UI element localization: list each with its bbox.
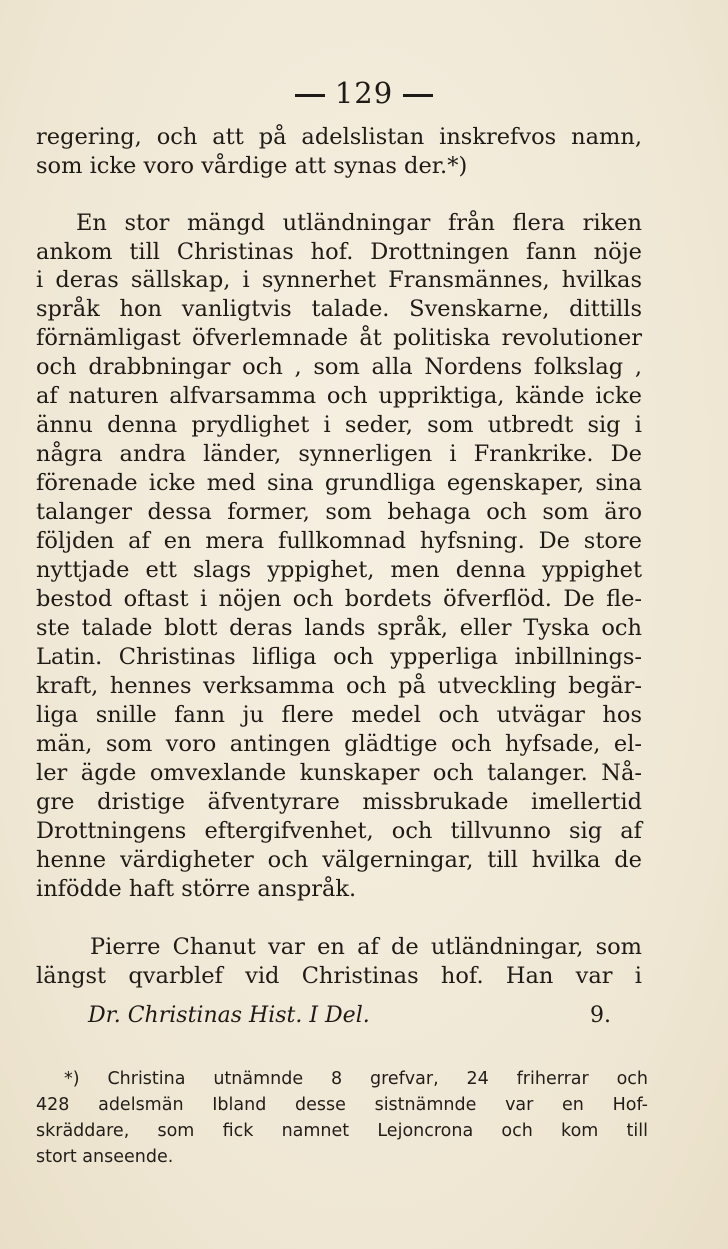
text-line: Drottningens eftergifvenhet, och tillvunno sig af [36,818,642,844]
text-line: som icke voro vårdige att synas der.*) [36,153,468,179]
text-line: i deras sällskap, i synnerhet Fransmännes, hvilkas [36,267,642,293]
page-header [0,76,728,110]
text-line: af naturen alfvarsamma och uppriktiga, kände icke [36,383,642,409]
text-line: regering, och att på adelslistan inskrefvos namn, [36,124,642,150]
page-number: 129 [334,76,394,110]
footnote-line: skräddare, som fick namnet Lejoncrona och kom till [36,1121,648,1141]
footnote-line: *) Christina utnämnde 8 grefvar, 24 friherrar och [64,1069,648,1089]
text-line: några andra länder, synnerligen i Frankrike. De [36,441,642,467]
paragraph-start-line: En stor mängd utländningar från flera riken [76,210,642,236]
footnote-line: 428 adelsmän Ibland desse sistnämnde var en Hof- [36,1095,648,1115]
text-line: längst qvarblef vid Christinas hof. Han var i [36,963,642,989]
text-line: talanger dessa former, som behaga och som äro [36,499,642,525]
text-line: språk hon vanligtvis talade. Svenskarne, dittills [36,296,642,322]
text-line: förnämligast öfverlemnade åt politiska revolutioner [36,325,642,351]
signature-mark: Dr. Christinas Hist. I Del. [88,1003,370,1028]
header-dash-right [403,94,433,97]
text-line: förenade icke med sina grundliga egenskaper, sina [36,470,642,496]
text-line: kraft, hennes verksamma och på utveckling begär- [36,673,642,699]
text-line: ankom till Christinas hof. Drottningen fann nöje [36,239,642,265]
paragraph-start-line: Pierre Chanut var en af de utländningar, som [90,934,642,960]
text-line: liga snille fann ju flere medel och utvägar hos [36,702,642,728]
text-line: män, som voro antingen glädtige och hyfsade, el- [36,731,642,757]
text-line: ste talade blott deras lands språk, eller Tyska och [36,615,642,641]
text-line: nyttjade ett slags yppighet, men denna yppighet [36,557,642,583]
text-line: ännu denna prydlighet i seder, som utbredt sig i [36,412,642,438]
text-line: och drabbningar och , som alla Nordens folkslag , [36,354,642,380]
text-line: infödde haft större anspråk. [36,876,357,902]
signature-number: 9. [590,1003,611,1028]
text-line: ler ägde omvexlande kunskaper och talanger. Nå- [36,760,642,786]
header-dash-left [295,94,325,97]
text-line: gre dristige äfventyrare missbrukade imellertid [36,789,642,815]
text-line: följden af en mera fullkomnad hyfsning. De store [36,528,642,554]
text-line: Latin. Christinas lifliga och ypperliga inbillnings- [36,644,642,670]
text-line: bestod oftast i nöjen och bordets öfverflöd. De fle- [36,586,642,612]
text-line: henne värdigheter och välgerningar, till hvilka de [36,847,642,873]
footnote-line: stort anseende. [36,1147,174,1167]
